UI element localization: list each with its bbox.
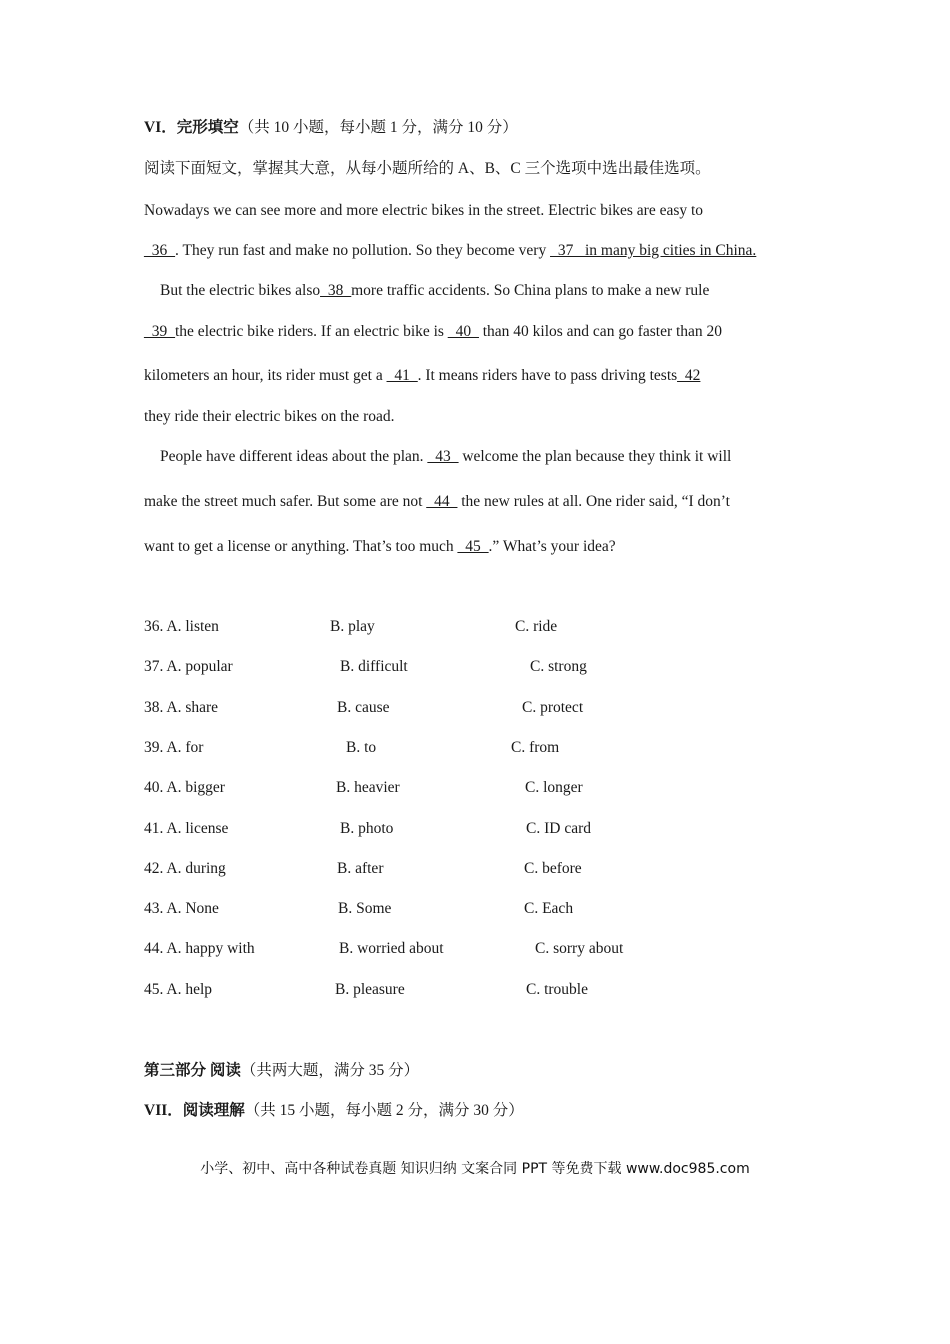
- passage-text: want to get a license or anything. That’s too much: [144, 538, 458, 555]
- option-a: 41. A. license: [144, 820, 229, 837]
- option-c: C. protect: [522, 699, 584, 716]
- passage-line-4: [144, 322, 722, 342]
- option-c: C. strong: [530, 658, 587, 675]
- passage-line-2: [144, 241, 756, 261]
- blank-37: _37_ in many big cities in China.: [550, 242, 757, 259]
- passage-text: . They run fast and make no pollution. So they become very: [175, 242, 551, 259]
- blank-38: _38_: [320, 282, 352, 299]
- option-c: C. sorry about: [535, 940, 624, 957]
- option-c: C. trouble: [526, 981, 588, 998]
- option-c: C. longer: [525, 779, 583, 796]
- option-b: B. photo: [340, 820, 394, 837]
- blank-45: _45_: [457, 538, 489, 555]
- option-a: 38. A. share: [144, 699, 219, 716]
- section7-title: VII．阅读理解: [144, 1102, 245, 1119]
- option-c: C. ID card: [526, 820, 591, 837]
- option-b: B. play: [330, 618, 375, 635]
- passage-text: the electric bike riders. If an electric bike is: [175, 323, 448, 340]
- option-a: 36. A. listen: [144, 618, 219, 635]
- passage-text: .” What’s your idea?: [488, 538, 616, 555]
- passage-text: But the electric bikes also: [160, 282, 321, 299]
- passage-text: the new rules at all. One rider said, “I don’t: [457, 493, 730, 510]
- section7-subtitle: （共 15 小题，每小题 2 分，满分 30 分）: [244, 1102, 524, 1119]
- passage-text: more traffic accidents. So China plans to make a new rule: [351, 282, 710, 299]
- option-b: B. pleasure: [335, 981, 405, 998]
- option-b: B. worried about: [339, 940, 444, 957]
- passage-text: kilometers an hour, its rider must get a: [144, 367, 387, 384]
- section6-title: VI．完形填空: [144, 119, 239, 136]
- option-a: 43. A. None: [144, 900, 219, 917]
- blank-41: _41_: [386, 367, 418, 384]
- part3-title: 第三部分 阅读: [144, 1062, 241, 1079]
- option-c: C. Each: [524, 900, 574, 917]
- blank-40: _40_: [447, 323, 479, 340]
- passage-text: than 40 kilos and can go faster than 20: [478, 323, 723, 340]
- passage-line-8: [144, 492, 730, 512]
- section7-heading: [144, 1101, 524, 1121]
- option-a: 37. A. popular: [144, 658, 233, 675]
- option-a: 45. A. help: [144, 981, 213, 998]
- option-b: B. difficult: [340, 658, 408, 675]
- option-b: B. Some: [338, 900, 392, 917]
- section6-instruction: 阅读下面短文，掌握其大意，从每小题所给的 A、B、C 三个选项中选出最佳选项。: [144, 160, 711, 177]
- option-a: 42. A. during: [144, 860, 226, 877]
- option-a: 39. A. for: [144, 739, 204, 756]
- passage-line-6: they ride their electric bikes on the road.: [144, 408, 395, 425]
- part3-subtitle: （共两大题，满分 35 分）: [240, 1062, 420, 1079]
- blank-43: _43_: [427, 448, 459, 465]
- section6-subtitle: （共 10 小题，每小题 1 分，满分 10 分）: [238, 119, 518, 136]
- passage-text: . It means riders have to pass driving tests: [417, 367, 678, 384]
- passage-text: welcome the plan because they think it will: [458, 448, 732, 465]
- blank-42: _42: [677, 367, 701, 384]
- passage-text: make the street much safer. But some are not: [144, 493, 427, 510]
- passage-text: People have different ideas about the plan.: [160, 448, 428, 465]
- option-b: B. to: [346, 739, 377, 756]
- part3-heading: [144, 1061, 419, 1081]
- passage-line-1: Nowadays we can see more and more electric bikes in the street. Electric bikes are easy to: [144, 202, 704, 219]
- blank-36: _36_: [144, 242, 175, 259]
- option-b: B. after: [337, 860, 384, 877]
- section6-heading: [144, 118, 518, 138]
- passage-line-9: [144, 537, 616, 557]
- passage-line-5: [144, 366, 700, 386]
- option-c: C. from: [511, 739, 560, 756]
- option-b: B. cause: [337, 699, 390, 716]
- option-a: 40. A. bigger: [144, 779, 225, 796]
- option-c: C. ride: [515, 618, 558, 635]
- passage-line-3: [160, 281, 709, 301]
- option-b: B. heavier: [336, 779, 400, 796]
- page-footer: 小学、初中、高中各种试卷真题 知识归纳 文案合同 PPT 等免费下载 www.doc985.com: [200, 1161, 750, 1177]
- option-c: C. before: [524, 860, 582, 877]
- blank-39: _39_: [144, 323, 175, 340]
- passage-line-7: [160, 447, 731, 467]
- option-a: 44. A. happy with: [144, 940, 255, 957]
- blank-44: _44_: [426, 493, 458, 510]
